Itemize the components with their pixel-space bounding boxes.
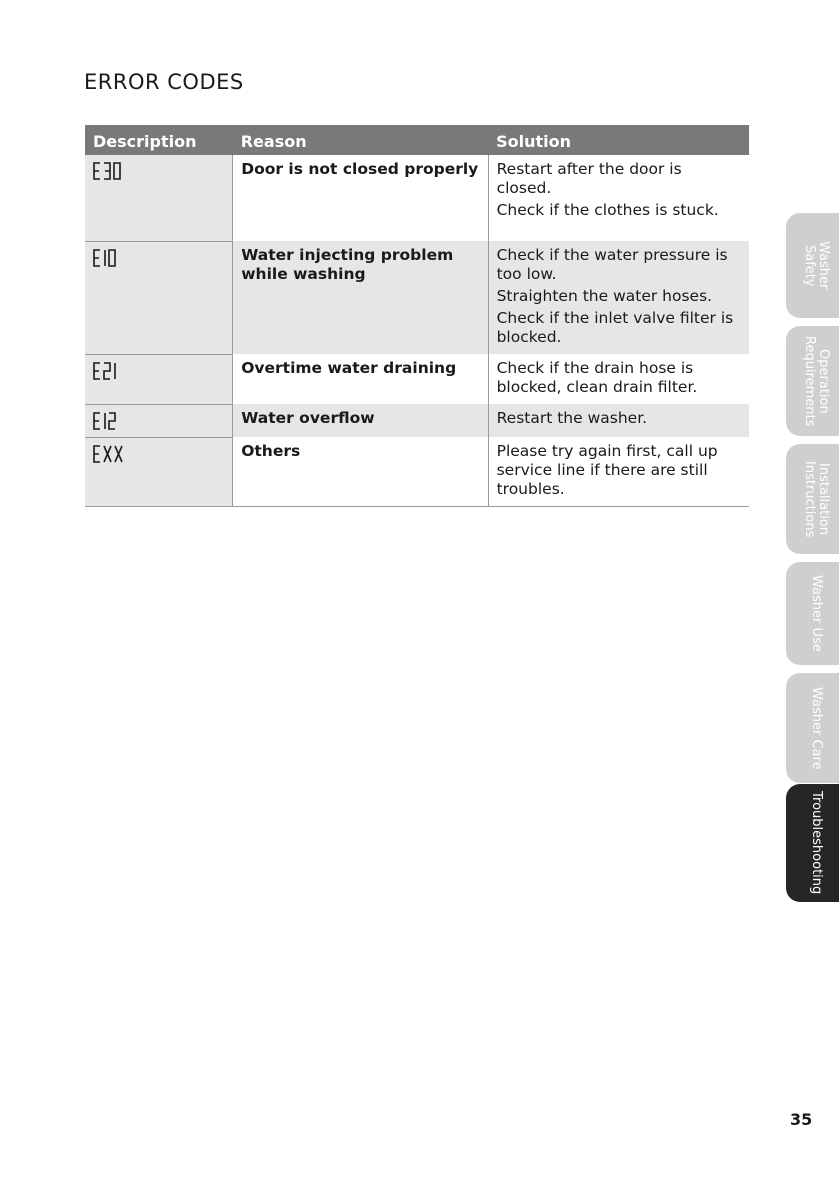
tab-washer-care[interactable] bbox=[786, 673, 839, 783]
solution-cell bbox=[488, 354, 749, 404]
tab-operation-requirements[interactable] bbox=[786, 326, 839, 436]
error-code-exx-icon bbox=[93, 444, 141, 464]
reason-cell: Water overflow bbox=[233, 404, 488, 437]
solution-line: Restart after the door is closed. bbox=[496, 160, 682, 197]
reason-cell: Others bbox=[233, 437, 488, 507]
tab-label: Troubleshooting bbox=[809, 791, 824, 895]
solution-line: Check if the drain hose is blocked, clean drain filter. bbox=[496, 359, 698, 396]
tab-label: Washer Care bbox=[809, 686, 824, 770]
reason-cell: Door is not closed properly bbox=[233, 155, 488, 241]
error-code-display bbox=[85, 354, 233, 404]
solution-line: Restart the washer. bbox=[496, 409, 648, 427]
error-code-e12-icon bbox=[93, 411, 133, 431]
header-reason: Reason bbox=[233, 125, 488, 155]
tab-washer-safety[interactable] bbox=[786, 213, 839, 318]
solution-line: Straighten the water hoses. bbox=[496, 287, 713, 305]
tab-washer-use[interactable] bbox=[786, 562, 839, 665]
tab-installation-instructions[interactable] bbox=[786, 444, 839, 554]
table-row bbox=[85, 404, 749, 437]
solution-cell bbox=[488, 404, 749, 437]
error-code-display bbox=[85, 155, 233, 241]
solution-line: Check if the inlet valve filter is blocked. bbox=[496, 309, 734, 346]
error-code-e21-icon bbox=[93, 361, 133, 381]
error-code-display bbox=[85, 404, 233, 437]
reason-cell: Overtime water draining bbox=[233, 354, 488, 404]
header-solution: Solution bbox=[488, 125, 749, 155]
solution-line: Check if the clothes is stuck. bbox=[496, 201, 719, 219]
page-title: ERROR CODES bbox=[84, 70, 244, 94]
table-row bbox=[85, 354, 749, 404]
tab-label: Installation Instructions bbox=[802, 460, 831, 538]
tab-troubleshooting[interactable] bbox=[786, 784, 839, 902]
error-codes-table bbox=[85, 125, 749, 507]
header-description: Description bbox=[85, 125, 233, 155]
solution-line: Please try again first, call up service line if there are still troubles. bbox=[496, 442, 718, 498]
table-row bbox=[85, 155, 749, 241]
reason-cell: Water injecting problem while washing bbox=[233, 241, 488, 354]
tab-label: Washer Safety bbox=[802, 241, 831, 290]
solution-cell bbox=[488, 437, 749, 507]
table-header-row bbox=[85, 125, 749, 155]
table-row bbox=[85, 241, 749, 354]
error-code-display bbox=[85, 241, 233, 354]
error-code-e10-icon bbox=[93, 248, 133, 268]
solution-cell bbox=[488, 155, 749, 241]
tab-label: Washer Use bbox=[809, 575, 824, 652]
tab-label: Operation Requirements bbox=[802, 335, 831, 427]
solution-cell bbox=[488, 241, 749, 354]
table-row bbox=[85, 437, 749, 507]
page-number: 35 bbox=[790, 1110, 813, 1129]
solution-line: Check if the water pressure is too low. bbox=[496, 246, 728, 283]
error-code-display bbox=[85, 437, 233, 507]
error-code-e30-icon bbox=[93, 161, 133, 181]
